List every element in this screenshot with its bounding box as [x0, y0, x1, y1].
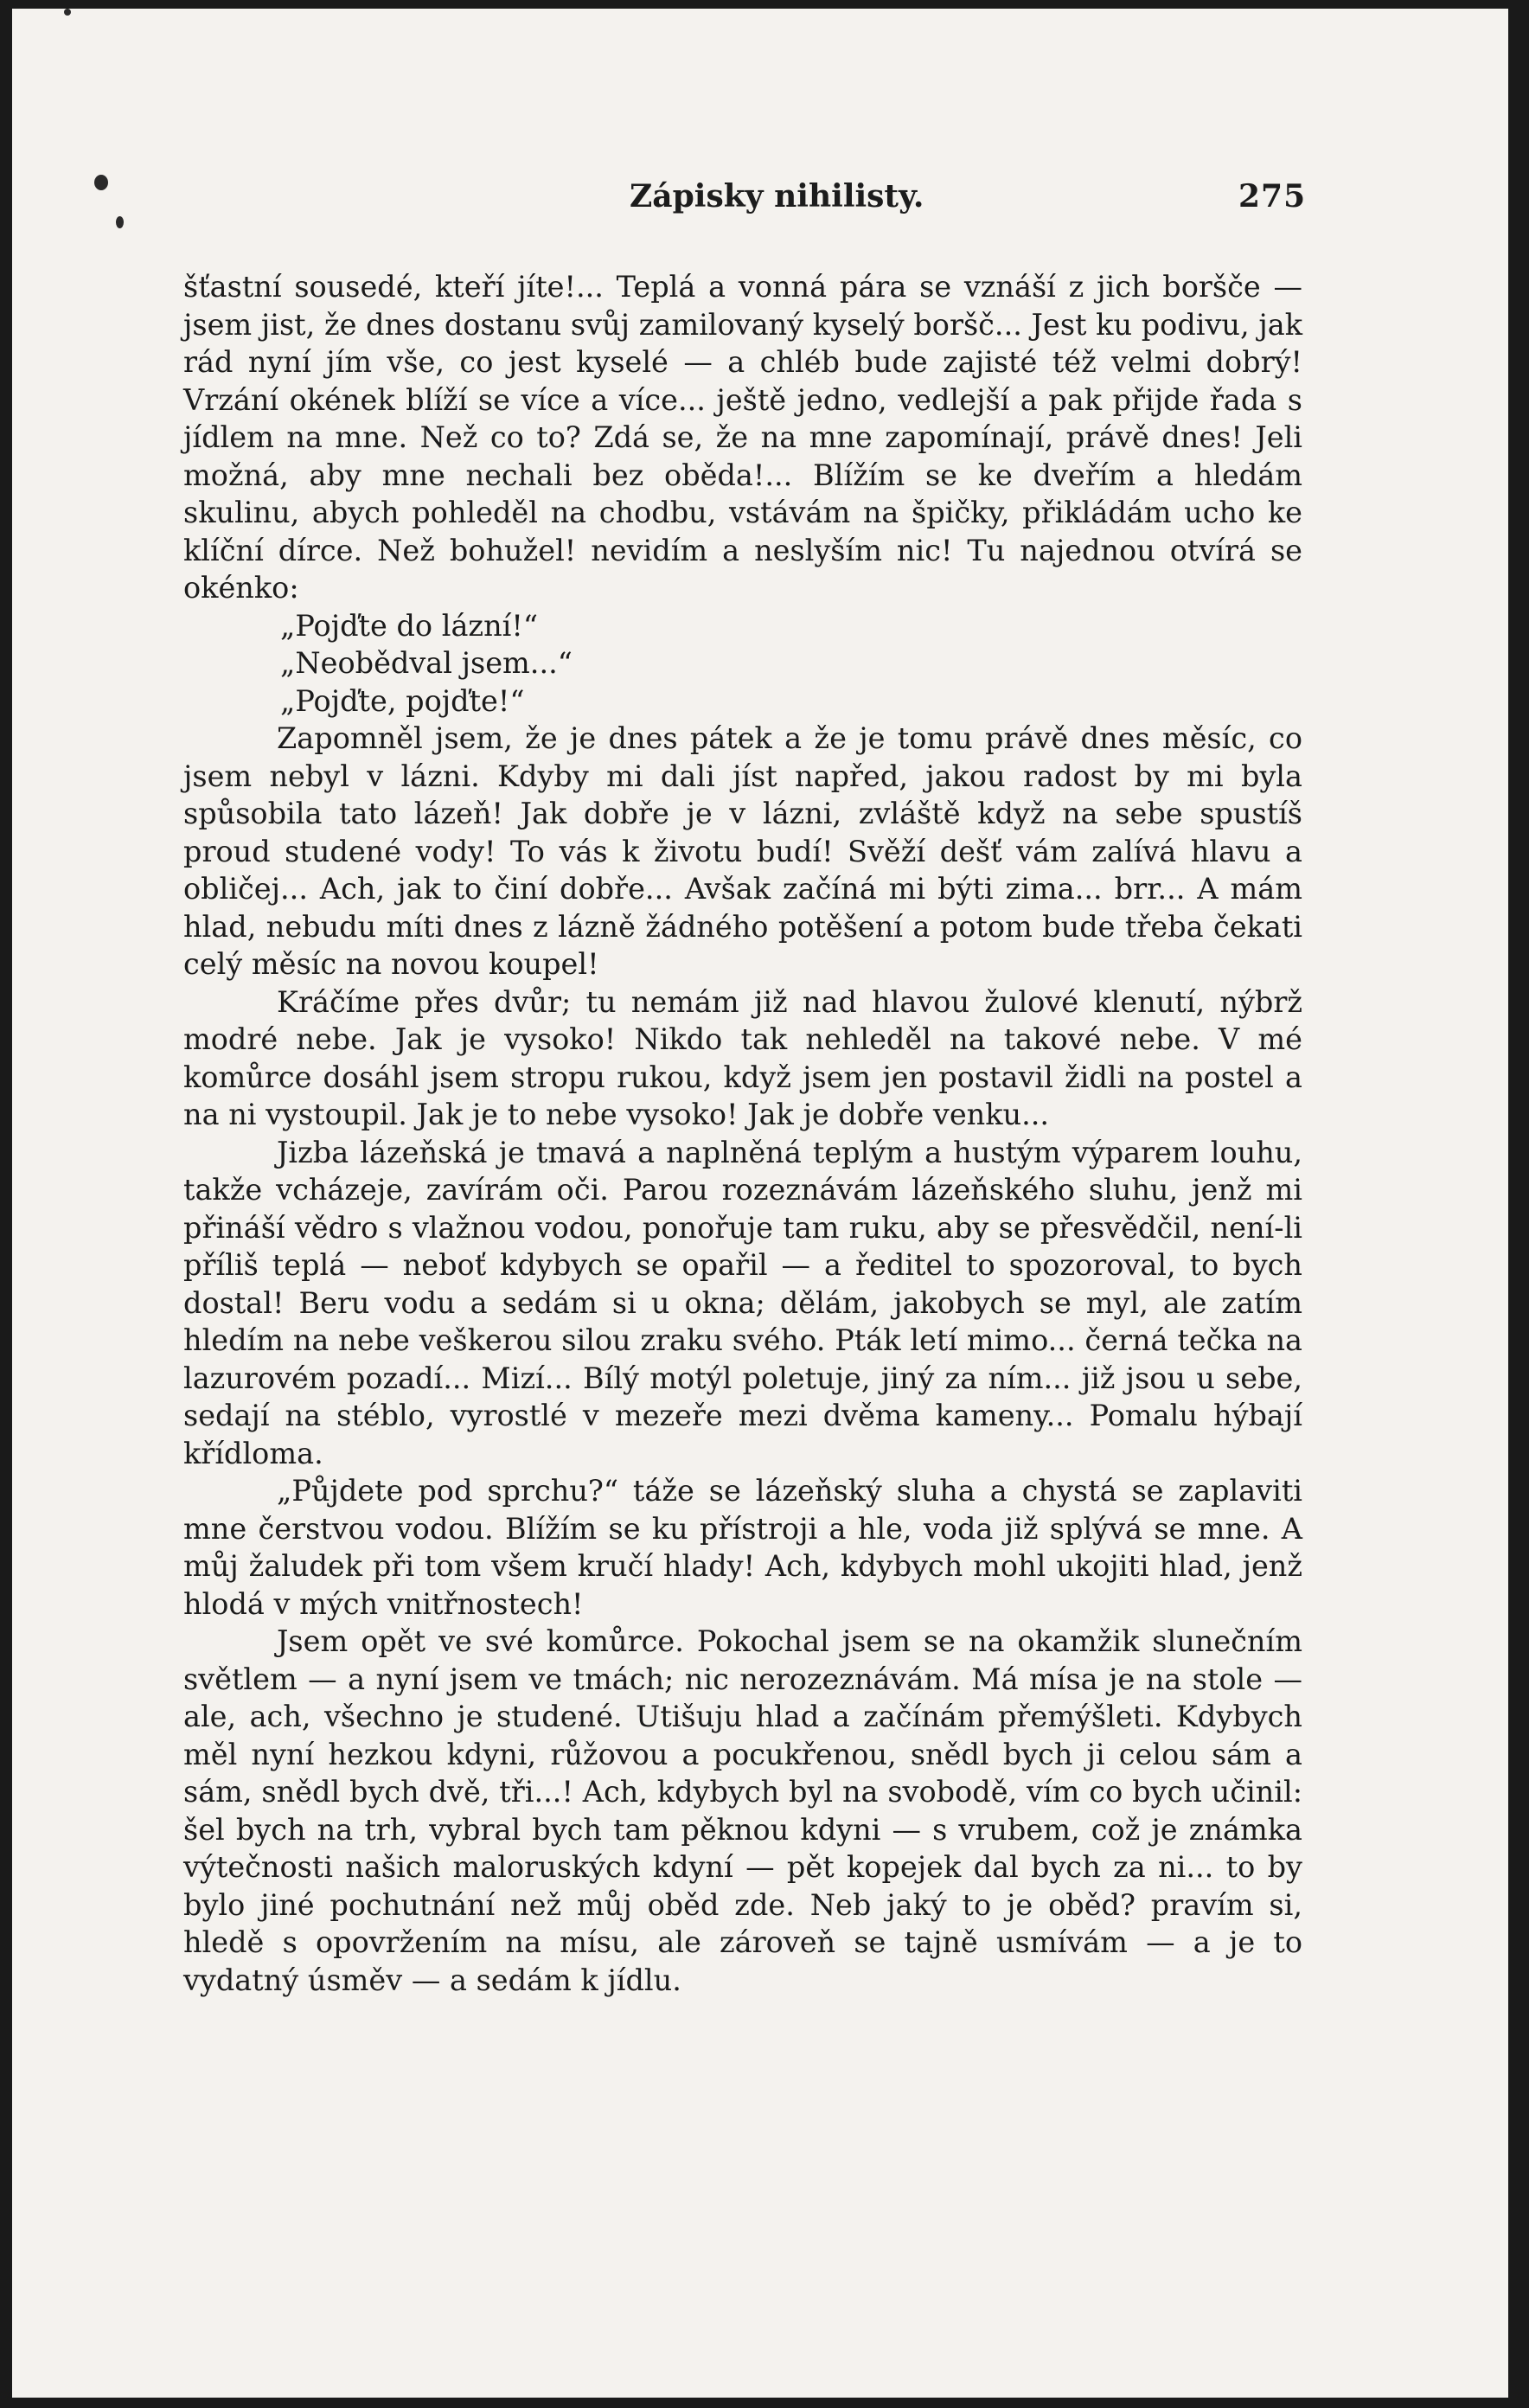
- book-page: [12, 9, 1508, 2398]
- paragraph: Jizba lázeňská je tmavá a naplněná teplým a hustým výparem louhu, takže vcházeje, zavírám oči. Parou rozeznávám lázeňského sluhu, jenž mi přináší vědro s vlažnou vodou, ponořuje tam ruku, aby se přesvědčil, není-li příliš teplá — neboť kdybych se opařil — a ředitel to spozoroval, to bych dostal! Beru vodu a sedám si u okna; dělám, jakobych se myl, ale zatím hledím na nebe veškerou silou zraku svého. Pták letí mimo... černá tečka na lazurovém pozadí... Mizí... Bílý motýl poletuje, jiný za ním... již jsou u sebe, sedají na stéblo, vyrostlé v mezeře mezi dvěma kameny... Pomalu hýbají křídloma.: [183, 1135, 1302, 1470]
- page-number: 275: [1238, 178, 1307, 215]
- paragraph: šťastní sousedé, kteří jíte!... Teplá a vonná pára se vznáší z jich boršče — jsem jist, že dnes dostanu svůj zamilovaný kyselý boršč... Jest ku podivu, jak rád nyní jím vše, co jest kyselé — a chléb bude zajisté též velmi dobrý! Vrzání okének blíží se více a více... ještě jedno, vedlejší a pak přijde řada s jídlem na mne. Než co to? Zdá se, že na mne zapomínají, právě dnes! Jeli možná, aby mne nechali bez oběda!... Blížím se ke dveřím a hledám skulinu, abych pohleděl na chodbu, vstávám na špičky, přikládám ucho ke klíční dírce. Než bohužel! nevidím a neslyším nic! Tu najednou otvírá se okénko:: [183, 270, 1302, 605]
- paragraph: Zapomněl jsem, že je dnes pátek a že je tomu právě dnes měsíc, co jsem nebyl v lázni. Kdyby mi dali jíst napřed, jakou radost by mi byla spůsobila tato lázeň! Jak dobře je v lázni, zvláště když na sebe spustíš proud studené vody! To vás k životu budí! Svěží dešť vám zalívá hlavu a obličej... Ach, jak to činí dobře... Avšak začíná mi býti zima... brr... A mám hlad, nebudu míti dnes z lázně žádného potěšení a potom bude třeba čekati celý měsíc na novou koupel!: [183, 721, 1302, 981]
- paragraph: „Půjdete pod sprchu?“ táže se lázeňský sluha a chystá se zaplaviti mne čerstvou vodou. Blížím se ku přístroji a hle, voda již splývá se mne. A můj žaludek při tom všem kručí hlady! Ach, kdybych mohl ukojiti hlad, jenž hlodá v mých vnitřnostech!: [183, 1474, 1302, 1621]
- running-title: Zápisky nihilisty.: [630, 178, 924, 215]
- ink-speck: [116, 216, 124, 228]
- paragraph: Kráčíme přes dvůr; tu nemám již nad hlavou žulové klenutí, nýbrž modré nebe. Jak je vysoko! Nikdo tak nehleděl na takové nebe. V mé komůrce dosáhl jsem stropu rukou, když jsem jen postavil židli na postel a na ni vystoupil. Jak je to nebe vysoko! Jak je dobře venku...: [183, 984, 1302, 1131]
- dialogue-line: „Pojďte do lázní!“: [280, 608, 538, 643]
- body-text: [183, 268, 1302, 1999]
- ink-speck: [94, 175, 108, 190]
- dialogue-line: „Pojďte, pojďte!“: [280, 683, 525, 718]
- paragraph: Jsem opět ve své komůrce. Pokochal jsem se na okamžik slunečním světlem — a nyní jsem ve tmách; nic nerozeznávám. Má mísa je na stole — ale, ach, všechno je studené. Utišuju hlad a začínám přemýšleti. Kdybych měl nyní hezkou kdyni, růžovou a pocukřenou, snědl bych ji celou sám a sám, snědl bych dvě, tři...! Ach, kdybych byl na svobodě, vím co bych učinil: šel bych na trh, vybral bych tam pěknou kdyni — s vrubem, což je známka výtečnosti našich maloruských kdyní — pět kopejek dal bych za ni... to by bylo jiné pochutnání než můj oběd zde. Neb jaký to je oběd? pravím si, hledě s opovržením na mísu, ale zároveň se tajně usmívám — a je to vydatný úsměv — a sedám k jídlu.: [183, 1624, 1302, 1997]
- ink-speck: [64, 9, 71, 16]
- dialogue-line: „Neobědval jsem...“: [280, 646, 573, 680]
